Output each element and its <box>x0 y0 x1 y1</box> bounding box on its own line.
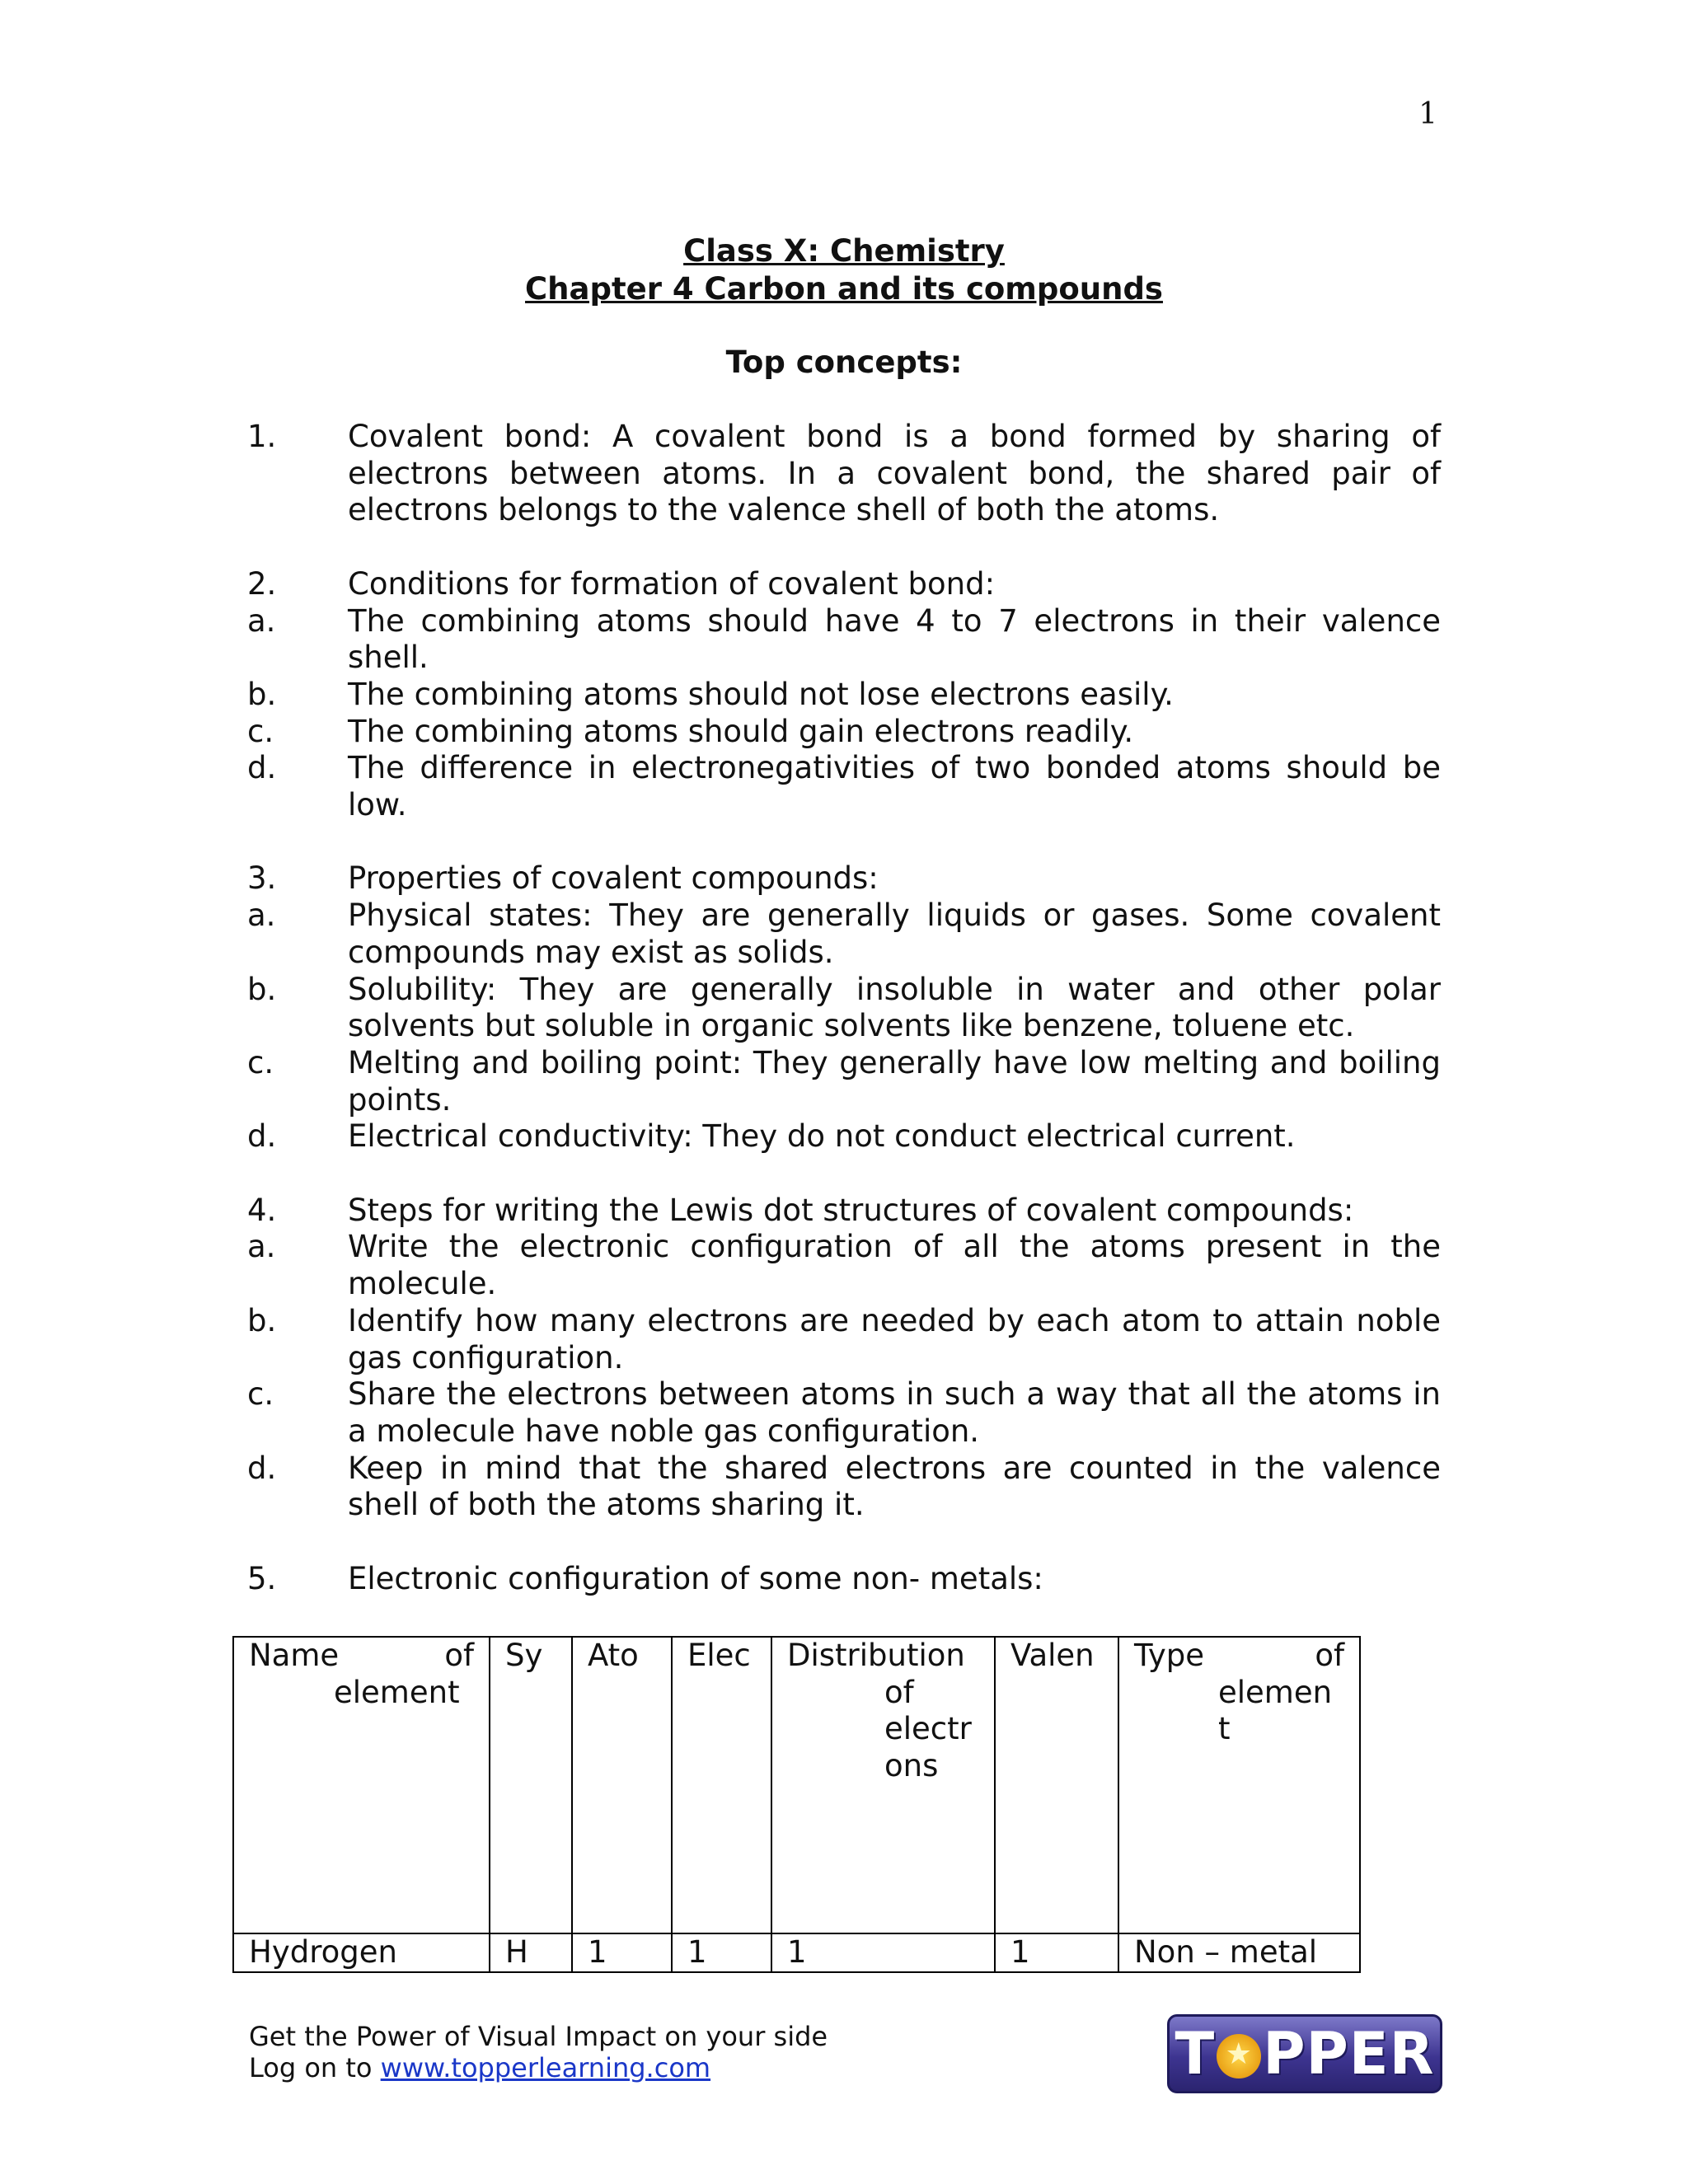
item-marker: d. <box>247 1118 277 1155</box>
section-text: Electronic configuration of some non- metals: <box>348 1560 1043 1596</box>
concept-section <box>247 1193 1441 1524</box>
footer-tagline: Get the Power of Visual Impact on your side <box>249 2021 828 2052</box>
cell-electrons: 1 <box>672 1933 771 1972</box>
concept-section <box>247 566 1441 824</box>
non-metal-config-table <box>232 1636 1361 1973</box>
cell-symbol: H <box>490 1933 572 1972</box>
header-distribution: Distribution of electr ons <box>771 1637 995 1933</box>
item-marker: c. <box>247 1044 274 1080</box>
cell-name: Hydrogen <box>233 1933 490 1972</box>
item-text: Solubility: They are generally insoluble in water and other polar solvents but soluble in organic solvents like benzene, toluene etc. <box>348 971 1441 1044</box>
header-atomic-number: Ato <box>572 1637 672 1933</box>
footer-logon: Log on to www.topperlearning.com <box>249 2052 711 2083</box>
section-text: Steps for writing the Lewis dot structures of covalent compounds: <box>348 1192 1354 1228</box>
list-item <box>247 972 1441 1045</box>
list-item <box>247 1118 1441 1155</box>
item-text: The combining atoms should not lose electrons easily. <box>348 676 1174 712</box>
list-item <box>247 1451 1441 1524</box>
item-text: Melting and boiling point: They generally have low melting and boiling points. <box>348 1044 1441 1118</box>
cell-distribution: 1 <box>771 1933 995 1972</box>
section-text: Covalent bond: A covalent bond is a bond formed by sharing of electrons between atoms. In a covalent bond, the shared pair of electrons belongs to the valence shell of both the atoms. <box>348 419 1441 528</box>
website-link[interactable]: www.topperlearning.com <box>380 2052 711 2083</box>
concept-list <box>247 419 1441 1634</box>
item-text: Keep in mind that the shared electrons are counted in the valence shell of both the atoms sharing it. <box>348 1450 1441 1523</box>
item-text: Share the electrons between atoms in such a way that all the atoms in a molecule have noble gas configuration. <box>348 1376 1441 1449</box>
title-block <box>0 232 1688 308</box>
item-marker: d. <box>247 1450 277 1486</box>
section-number: 4. <box>247 1192 277 1228</box>
list-item <box>247 1045 1441 1118</box>
item-marker: b. <box>247 1302 277 1338</box>
section-number: 2. <box>247 565 277 602</box>
item-text: The combining atoms should have 4 to 7 electrons in their valence shell. <box>348 602 1441 676</box>
list-item <box>247 1229 1441 1302</box>
list-item <box>247 898 1441 971</box>
page-number: 1 <box>1418 97 1437 131</box>
list-item <box>247 1303 1441 1376</box>
section-heading: Top concepts: <box>725 344 963 380</box>
section-text: Properties of covalent compounds: <box>348 860 879 897</box>
header-electrons: Elec <box>672 1637 771 1933</box>
item-marker: c. <box>247 713 274 749</box>
list-item <box>247 603 1441 677</box>
item-marker: a. <box>247 1229 276 1265</box>
section-number: 5. <box>247 1560 277 1596</box>
document-title: Class X: Chemistry <box>683 233 1005 269</box>
table-header-row <box>233 1637 1360 1933</box>
logo-text: T★ PPER <box>1175 2020 1434 2088</box>
item-text: Write the electronic configuration of all the atoms present in the molecule. <box>348 1229 1441 1302</box>
item-text: Identify how many electrons are needed by each atom to attain noble gas configuration. <box>348 1302 1441 1376</box>
header-symbol: Sy <box>490 1637 572 1933</box>
item-marker: a. <box>247 602 276 639</box>
section-number: 1. <box>247 419 277 454</box>
item-text: The difference in electronegativities of two bonded atoms should be low. <box>348 750 1441 823</box>
header-name: Name of element <box>233 1637 490 1933</box>
list-item <box>247 1376 1441 1450</box>
chapter-title: Chapter 4 Carbon and its compounds <box>525 271 1163 307</box>
list-item <box>247 677 1441 714</box>
concept-section <box>247 1561 1441 1598</box>
item-text: Electrical conductivity: They do not conduct electrical current. <box>348 1118 1296 1155</box>
cell-type: Non – metal <box>1118 1933 1360 1972</box>
item-marker: b. <box>247 676 277 712</box>
section-text: Conditions for formation of covalent bond: <box>348 565 996 602</box>
section-number: 3. <box>247 860 277 897</box>
item-text: The combining atoms should gain electrons readily. <box>348 713 1134 749</box>
concept-section <box>247 419 1441 529</box>
topper-logo <box>1167 2014 1442 2093</box>
cell-valency: 1 <box>995 1933 1118 1972</box>
item-marker: c. <box>247 1376 274 1413</box>
item-marker: d. <box>247 750 277 786</box>
header-valency: Valen <box>995 1637 1118 1933</box>
cell-atomic-number: 1 <box>572 1933 672 1972</box>
item-marker: b. <box>247 971 277 1007</box>
list-item <box>247 714 1441 751</box>
concept-section <box>247 860 1441 1155</box>
table-row <box>233 1933 1360 1972</box>
header-type: Type of elemen t <box>1118 1637 1360 1933</box>
star-icon <box>1217 2034 1261 2079</box>
list-item <box>247 750 1441 823</box>
item-text: Physical states: They are generally liquids or gases. Some covalent compounds may exist as solids. <box>348 898 1441 970</box>
item-marker: a. <box>247 898 276 934</box>
footer <box>249 2021 828 2083</box>
